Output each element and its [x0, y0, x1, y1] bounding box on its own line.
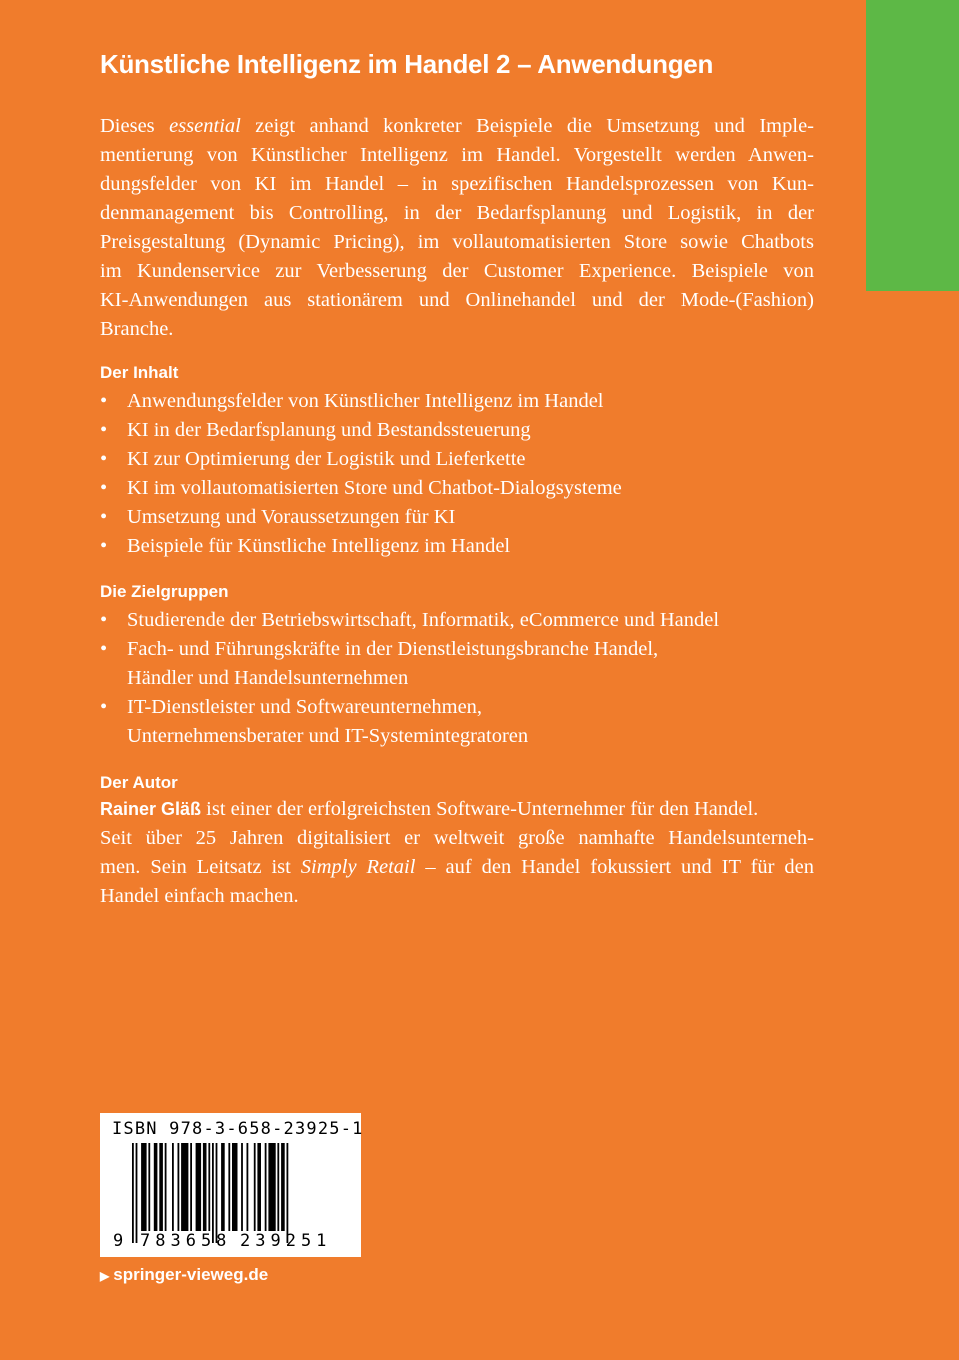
list-item: • KI im vollautomatisierten Store und Chatbot-Dialogsysteme	[100, 474, 820, 503]
bullet-icon: •	[100, 696, 108, 718]
author-line-1: Rainer Gläß ist einer der erfolgreichsten Software-Unternehmer für den Handel.	[100, 798, 759, 820]
intro-line-1: Dieses essential zeigt anhand konkreter Beispiele die Umsetzung und Imple-	[100, 115, 814, 137]
barcode-bar	[228, 1143, 230, 1231]
book-title: Künstliche Intelligenz im Handel 2 – Anwendungen	[100, 49, 714, 79]
barcode-digits-right: 239251	[240, 1231, 332, 1251]
barcode-bar	[208, 1143, 210, 1231]
bullet-icon: •	[100, 609, 108, 631]
list-item: • KI zur Optimierung der Logistik und Lieferkette	[100, 445, 820, 474]
barcode-bar	[136, 1143, 138, 1243]
intro-line-6: im Kundenservice zur Verbesserung der Customer Experience. Beispiele von	[100, 260, 814, 282]
barcode-bar	[216, 1143, 218, 1243]
barcode-bar	[254, 1143, 256, 1231]
barcode-bar	[196, 1143, 202, 1231]
isbn-barcode	[100, 1113, 364, 1257]
bullet-icon: •	[100, 390, 108, 412]
list-item: • Umsetzung und Voraussetzungen für KI	[100, 503, 820, 532]
barcode-bar	[132, 1143, 134, 1243]
barcode-bar	[241, 1143, 243, 1231]
author-line-2: Seit über 25 Jahren digitalisiert er weltweit große namhafte Handelsunterneh-	[100, 827, 814, 849]
intro-line-2: mentierung von Künstlicher Intelligenz im Handel. Vorgestellt werden Anwen-	[100, 144, 814, 166]
barcode-bar	[181, 1143, 188, 1231]
barcode-bar	[257, 1143, 261, 1231]
bullet-icon: •	[100, 419, 108, 441]
zielgruppen-list	[100, 606, 820, 751]
barcode-bar	[154, 1143, 158, 1231]
inhalt-heading: Der Inhalt	[100, 363, 179, 382]
list-item: • Fach- und Führungskräfte in der Dienstleistungsbranche Handel, Händler und Handelsunternehmen	[100, 635, 820, 693]
website-label: springer-vieweg.de	[113, 1265, 269, 1284]
barcode-bar	[277, 1143, 279, 1231]
autor-heading: Der Autor	[100, 773, 178, 792]
bullet-icon: •	[100, 477, 108, 499]
barcode-bar	[190, 1143, 192, 1231]
intro-line-3: dungsfelder von KI im Handel – in spezifischen Handelsprozessen von Kun-	[100, 173, 814, 195]
barcode-bar	[265, 1143, 267, 1231]
list-item: • KI in der Bedarfsplanung und Bestandssteuerung	[100, 416, 820, 445]
barcode-bar	[159, 1143, 163, 1231]
green-color-tab	[866, 0, 959, 291]
inhalt-list	[100, 387, 820, 561]
bullet-icon: •	[100, 448, 108, 470]
barcode-bar	[148, 1143, 150, 1231]
zielgruppen-heading: Die Zielgruppen	[100, 582, 229, 601]
bullet-icon: •	[100, 535, 108, 557]
intro-line-8: Branche.	[100, 318, 174, 340]
barcode-bar	[172, 1143, 174, 1231]
website-link[interactable]	[100, 1264, 268, 1287]
author-line-4: Handel einfach machen.	[100, 885, 299, 907]
author-line-3: men. Sein Leitsatz ist Simply Retail – auf den Handel fokussiert und IT für den	[100, 856, 814, 878]
intro-paragraph	[100, 112, 814, 344]
list-item: • Studierende der Betriebswirtschaft, Informatik, eCommerce und Handel	[100, 606, 820, 635]
barcode-bar	[203, 1143, 207, 1231]
barcode-bar	[165, 1143, 167, 1231]
barcode-bar	[232, 1143, 238, 1231]
isbn-label: ISBN 978-3-658-23925-1	[112, 1119, 364, 1139]
bullet-icon: •	[100, 506, 108, 528]
barcode-bar	[212, 1143, 214, 1243]
list-item: • IT-Dienstleister und Softwareunternehmen, Unternehmensberater und IT-Systemintegratoren	[100, 693, 820, 751]
barcode-bar	[221, 1143, 225, 1231]
intro-line-7: KI-Anwendungen aus stationärem und Onlinehandel und der Mode-(Fashion)	[100, 289, 814, 311]
intro-line-4: denmanagement bis Controlling, in der Bedarfsplanung und Logistik, in der	[100, 202, 814, 224]
bullet-icon: •	[100, 638, 108, 660]
barcode-bar	[287, 1143, 289, 1243]
barcode-bar	[247, 1143, 249, 1231]
barcode-bar	[281, 1143, 285, 1231]
barcode-bar	[268, 1143, 275, 1231]
barcode-digits-left: 783658	[140, 1231, 232, 1251]
list-item: • Beispiele für Künstliche Intelligenz im Handel	[100, 532, 820, 561]
author-paragraph	[100, 795, 814, 911]
intro-line-5: Preisgestaltung (Dynamic Pricing), im vollautomatisierten Store sowie Chatbots	[100, 231, 814, 253]
author-name: Rainer Gläß	[100, 799, 202, 819]
barcode-bar	[141, 1143, 147, 1231]
barcode-bar	[178, 1143, 180, 1231]
arrow-icon: ▶	[100, 1269, 110, 1283]
list-item: • Anwendungsfelder von Künstlicher Intelligenz im Handel	[100, 387, 820, 416]
barcode-digit-first: 9	[113, 1231, 124, 1251]
